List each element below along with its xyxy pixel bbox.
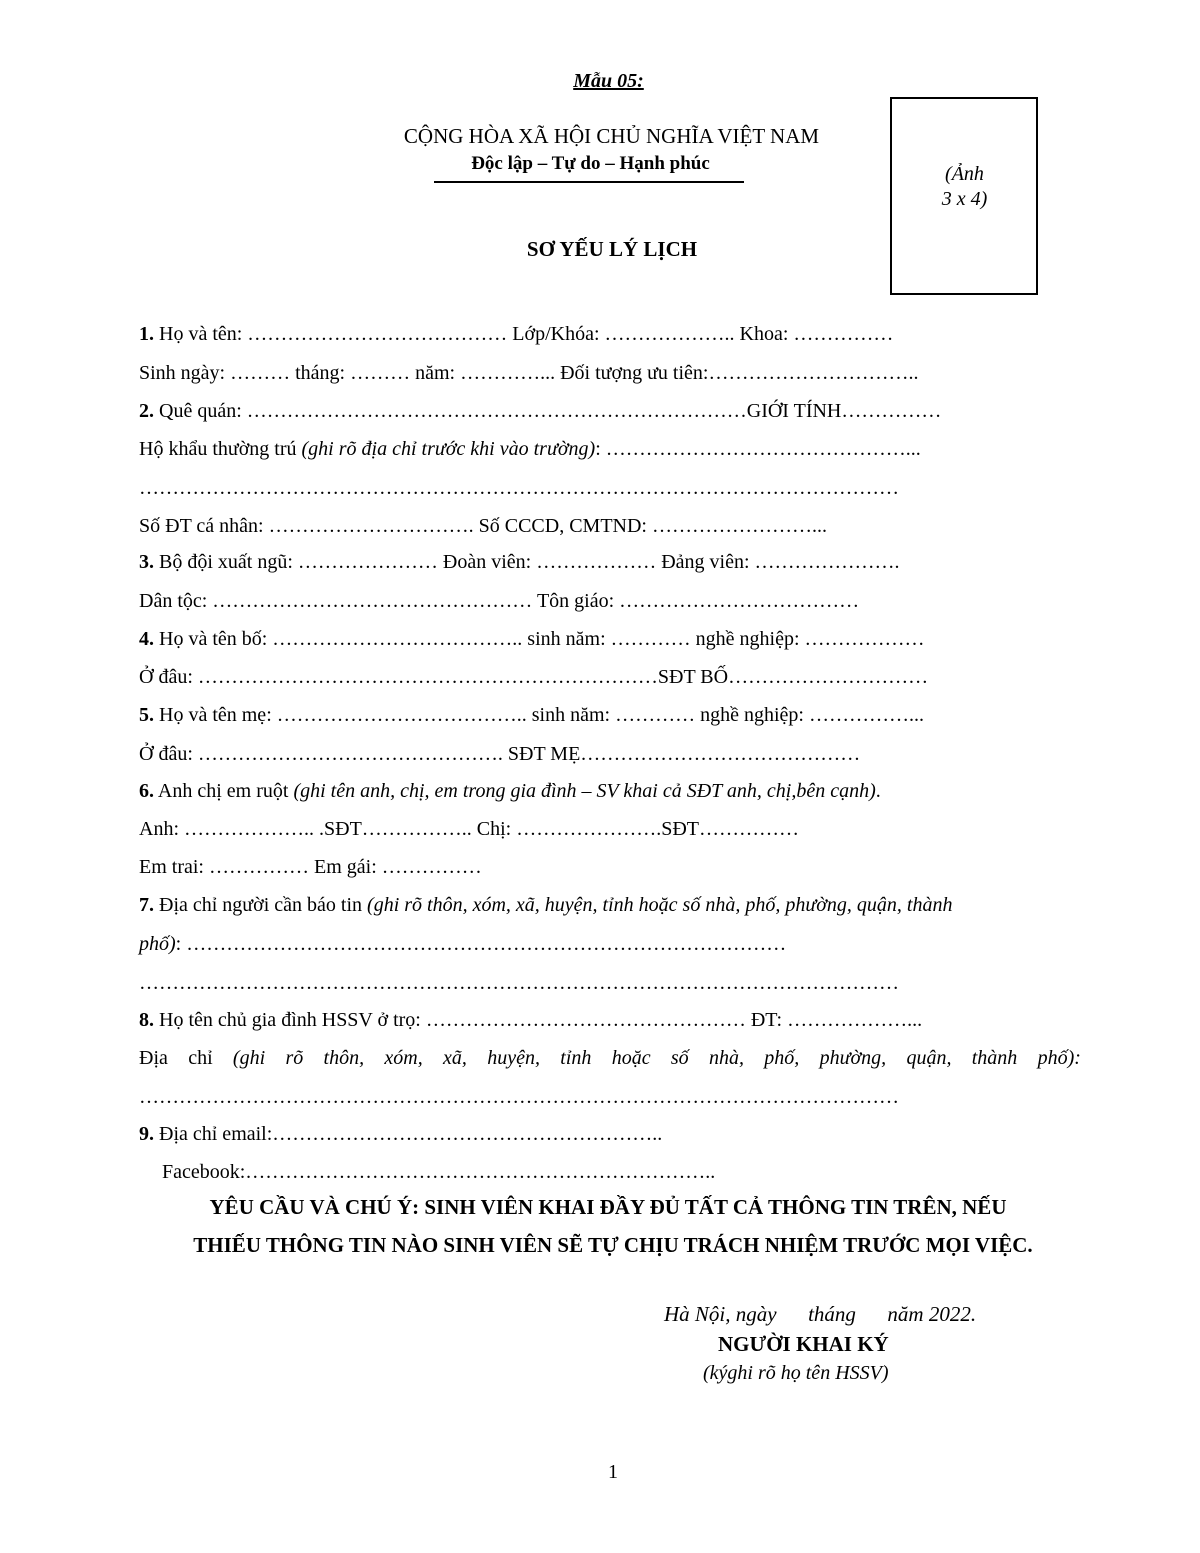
field-text: Anh: ……………….. .SĐT…………….. Chị: ………………….SĐT…………… — [139, 818, 800, 840]
field-line-17 — [139, 932, 786, 956]
field-hint: (ghi rõ thôn, xóm, xã, huyện, tỉnh hoặc số nhà, phố, phường, quận, thành — [367, 894, 953, 916]
section-number: 2. — [139, 400, 154, 422]
field-line-1 — [139, 322, 893, 346]
field-line-21 — [139, 1085, 899, 1109]
field-text: Họ và tên: ………………………………… Lớp/Khóa: ……………….. Khoa: …………… — [154, 323, 894, 345]
field-text: Địa chỉ email:………………………………………………….. — [154, 1123, 663, 1145]
section-number: 6. — [139, 780, 154, 802]
section-number: 1. — [139, 323, 154, 345]
field-line-19 — [139, 1008, 922, 1032]
section-number: 3. — [139, 551, 154, 573]
dotted-fill: …………………………………………………………………………………………………… — [139, 1086, 899, 1108]
field-word: chỉ — [188, 1047, 213, 1069]
field-hint: (ghi rõ địa chỉ trước khi vào trường) — [301, 438, 596, 460]
photo-label — [890, 162, 1039, 212]
page-number: 1 — [608, 1461, 618, 1483]
notice-line-1: YÊU CẦU VÀ CHÚ Ý: SINH VIÊN KHAI ĐẦY ĐỦ TẤT CẢ THÔNG TIN TRÊN, NẾU — [209, 1195, 1007, 1219]
field-hint-word: phố): — [1037, 1047, 1081, 1069]
signer-title: NGƯỜI KHAI KÝ — [718, 1332, 889, 1356]
field-line-20 — [139, 1046, 1081, 1070]
field-text: : ………………………………………... — [595, 438, 921, 460]
section-number: 8. — [139, 1009, 154, 1031]
field-text: Em trai: …………… Em gái: …………… — [139, 856, 482, 878]
field-text: Họ tên chủ gia đình HSSV ở trọ: ………………………………………… ĐT: ………………... — [154, 1009, 923, 1031]
field-line-12 — [139, 742, 860, 766]
field-hint-word: xã, — [443, 1047, 467, 1069]
field-text: Anh chị em ruột — [154, 780, 294, 802]
field-hint-word: (ghi — [232, 1047, 266, 1069]
signature-note: (kýghi rõ họ tên HSSV) — [703, 1362, 889, 1384]
field-line-2 — [139, 361, 918, 385]
field-word: Địa — [139, 1047, 168, 1069]
field-hint-word: phường, — [819, 1047, 887, 1069]
section-number: 5. — [139, 704, 154, 726]
section-number: 4. — [139, 628, 154, 650]
field-text: Bộ đội xuất ngũ: ………………… Đoàn viên: ……………… Đảng viên: …………………. — [154, 551, 900, 573]
field-line-16 — [139, 893, 952, 917]
dotted-fill: …………………………………………………………………………………………………… — [139, 972, 899, 994]
field-hint-word: thôn, — [323, 1047, 365, 1069]
field-text: Họ và tên mẹ: ……………………………….. sinh năm: ………… nghề nghiệp: ……………... — [154, 704, 924, 726]
field-line-7 — [139, 550, 900, 574]
country-name: CỘNG HÒA XÃ HỘI CHỦ NGHĨA VIỆT NAM — [403, 124, 820, 148]
field-text: Quê quán: …………………………………………………………………GIỚI TÍNH…………… — [154, 400, 942, 422]
field-text: Ở đâu: ………………………………………. SĐT MẸ…………………………………… — [139, 743, 861, 765]
field-hint: phố) — [139, 933, 176, 955]
field-hint-word: hoặc — [611, 1047, 651, 1069]
field-hint-word: xóm, — [384, 1047, 423, 1069]
field-line-22 — [139, 1122, 662, 1146]
field-line-14 — [139, 817, 799, 841]
photo-label-line-2: 3 x 4) — [941, 188, 988, 210]
notice-line-2: THIẾU THÔNG TIN NÀO SINH VIÊN SẼ TỰ CHỊU TRÁCH NHIỆM TRƯỚC MỌI VIỆC. — [193, 1233, 1033, 1257]
field-line-3 — [139, 399, 941, 423]
field-text: Số ĐT cá nhân: …………………………. Số CCCD, CMTND: ……………………... — [139, 515, 827, 537]
field-line-13 — [139, 779, 881, 803]
photo-label-line-1: (Ảnh — [945, 163, 984, 185]
field-line-9 — [139, 627, 925, 651]
section-number: 7. — [139, 894, 154, 916]
motto-underline — [434, 181, 744, 183]
field-text: Họ và tên bố: ……………………………….. sinh năm: ………… nghề nghiệp: ……………… — [154, 628, 925, 650]
field-line-8 — [139, 589, 859, 613]
field-hint-word: phố, — [764, 1047, 800, 1069]
field-text: Facebook:…………………………………………………………….. — [162, 1161, 716, 1183]
field-text: Địa chỉ người cần báo tin — [154, 894, 368, 916]
signature-date: Hà Nội, ngày tháng năm 2022. — [664, 1302, 977, 1326]
document-title: SƠ YẾU LÝ LỊCH — [526, 237, 698, 261]
field-hint-word: số — [670, 1047, 689, 1069]
field-line-15 — [139, 855, 482, 879]
field-text: Sinh ngày: ……… tháng: ……… năm: …………... Đối tượng ưu tiên:………………………….. — [139, 362, 919, 384]
field-text: . — [875, 780, 881, 802]
field-hint-word: thành — [971, 1047, 1018, 1069]
field-hint-word: quận, — [906, 1047, 952, 1069]
form-id: Mẫu 05: — [573, 70, 644, 92]
field-line-10 — [139, 665, 928, 689]
field-line-18 — [139, 971, 899, 995]
field-line-4 — [139, 437, 921, 461]
field-hint-word: rõ — [285, 1047, 304, 1069]
dotted-fill: …………………………………………………………………………………………………… — [139, 477, 899, 499]
field-hint: (ghi tên anh, chị, em trong gia đình – SV khai cả SĐT anh, chị,bên cạnh) — [293, 780, 876, 802]
field-hint-word: tỉnh — [560, 1047, 592, 1069]
field-hint-word: huyện, — [487, 1047, 540, 1069]
field-text: Dân tộc: ………………………………………… Tôn giáo: ……………………………… — [139, 590, 860, 612]
national-motto: Độc lập – Tự do – Hạnh phúc — [471, 153, 710, 174]
section-number: 9. — [139, 1123, 154, 1145]
field-line-6 — [139, 514, 827, 538]
field-line-23 — [162, 1160, 715, 1184]
field-line-5 — [139, 476, 899, 500]
field-text: Ở đâu: ……………………………………………………………SĐT BỐ………………………… — [139, 666, 929, 688]
field-text: Hộ khẩu thường trú — [139, 438, 302, 460]
field-line-11 — [139, 703, 924, 727]
field-hint-word: nhà, — [708, 1047, 744, 1069]
field-text: : ……………………………………………………………………………… — [175, 933, 787, 955]
